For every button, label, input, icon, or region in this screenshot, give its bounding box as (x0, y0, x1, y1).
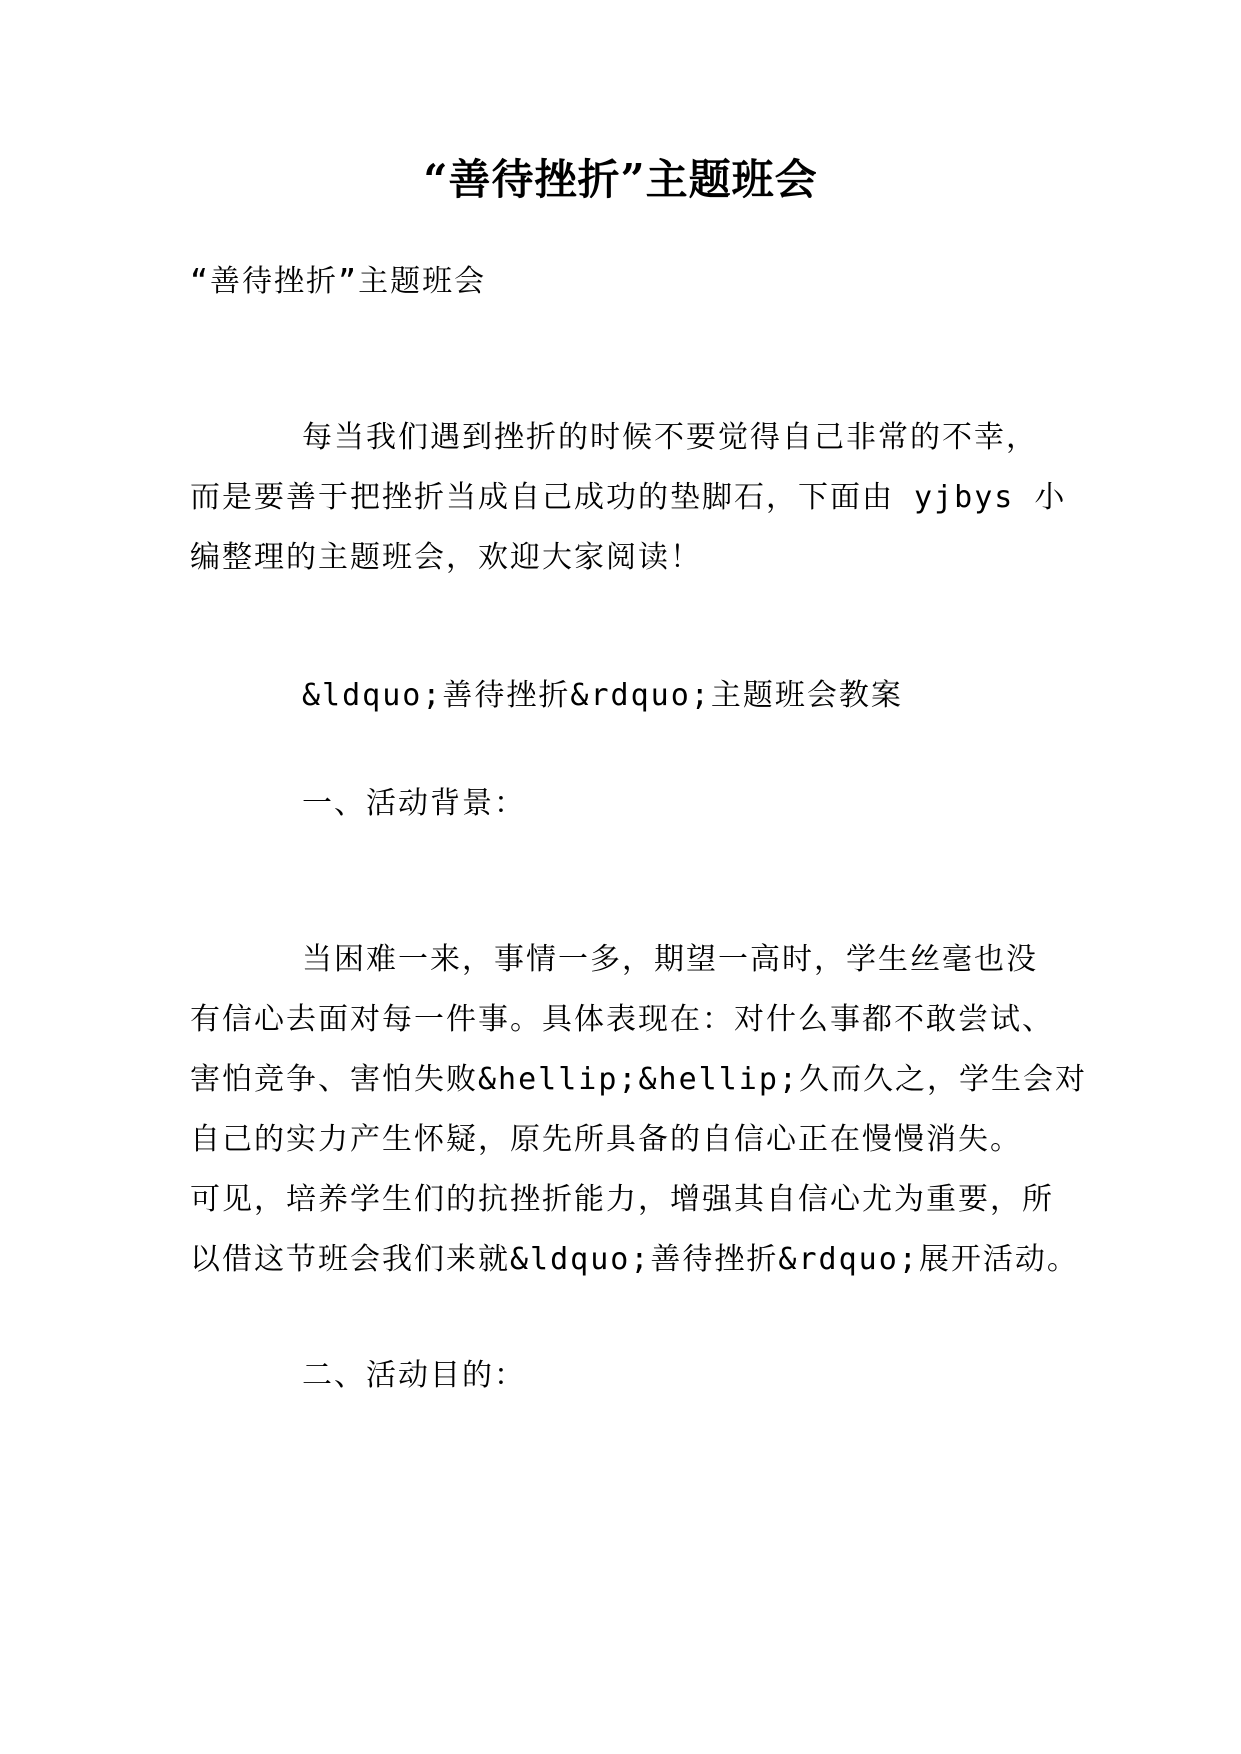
intro-line: 每当我们遇到挫折的时候不要觉得自己非常的不幸， (302, 420, 1038, 455)
section2-heading (190, 1346, 1070, 1406)
section1-line: 以借这节班会我们来就&ldquo;善待挫折&rdquo;展开活动。 (190, 1242, 1079, 1277)
section2-heading-text: 二、活动目的： (302, 1358, 526, 1393)
document-title: “善待挫折”主题班会 (423, 155, 818, 204)
section1-line: 当困难一来，事情一多，期望一高时，学生丝毫也没 (302, 942, 1038, 977)
section1-line: 可见，培养学生们的抗挫折能力，增强其自信心尤为重要，所 (190, 1182, 1054, 1217)
lesson-plan-heading (190, 666, 1070, 726)
document-subtitle (190, 252, 1070, 312)
intro-paragraph (190, 408, 1070, 588)
intro-line: 而是要善于把挫折当成自己成功的垫脚石，下面由 yjbys 小 (190, 480, 1067, 515)
intro-line: 编整理的主题班会，欢迎大家阅读！ (190, 540, 702, 575)
section1-line: 自己的实力产生怀疑，原先所具备的自信心正在慢慢消失。 (190, 1122, 1022, 1157)
section1-heading (190, 774, 1070, 834)
lesson-plan-heading-text: &ldquo;善待挫折&rdquo;主题班会教案 (302, 678, 903, 713)
section1-paragraph (190, 930, 1087, 1290)
subtitle-text: “善待挫折”主题班会 (190, 264, 487, 299)
section1-heading-text: 一、活动背景： (302, 786, 526, 821)
section1-line: 有信心去面对每一件事。具体表现在：对什么事都不敢尝试、 (190, 1002, 1054, 1037)
section1-line: 害怕竞争、害怕失败&hellip;&hellip;久而久之，学生会对 (190, 1062, 1087, 1097)
